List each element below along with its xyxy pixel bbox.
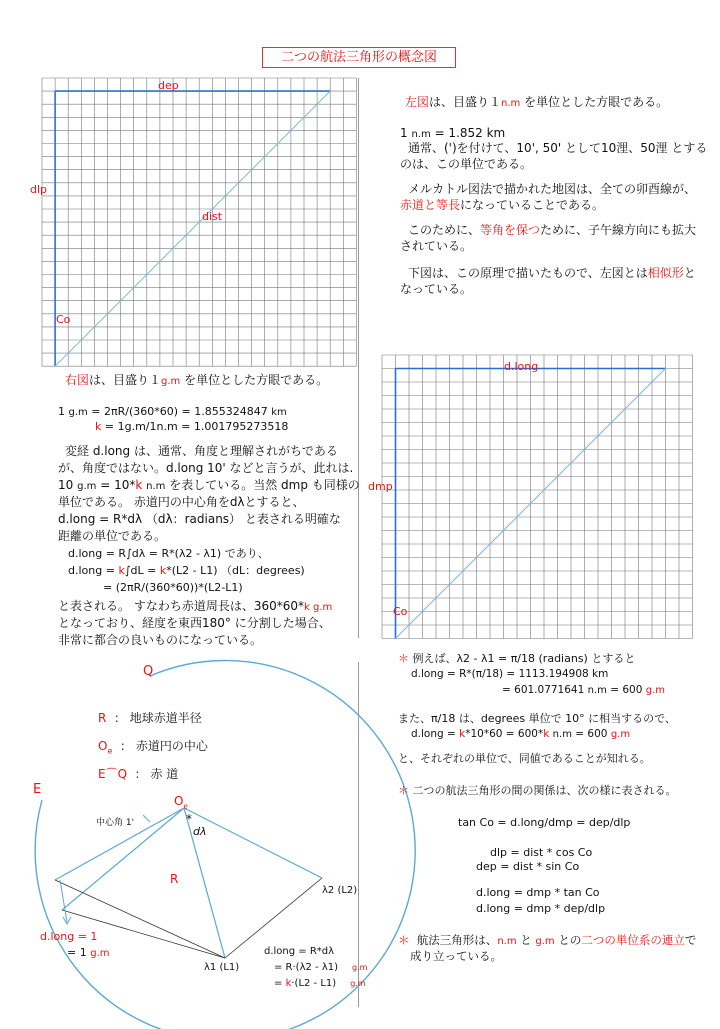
lambda1-label: λ1 (L1) [204, 962, 240, 973]
rb-eq-5: d.long = dmp * dep/dlp [476, 902, 606, 915]
radius-label: R [170, 872, 179, 886]
center-angle-label: 中心角 1' [96, 818, 135, 828]
rb-eq-3: dep = dist * sin Co [476, 860, 580, 873]
dlong-eq-1: d.long = 1 [40, 930, 98, 943]
rb-mata-3: と、それぞれの単位で、同値であることが知れる。 [398, 752, 651, 765]
dlp-label: dlp [30, 183, 48, 196]
rt-line-8: されている。 [400, 239, 473, 253]
page-title: 二つの航法三角形の概念図 [262, 47, 456, 68]
rt-line-1: 左図は、目盛り１n.m を単位とした方眼である。 [405, 95, 669, 109]
column-divider-bottom [358, 662, 359, 1007]
e-label: E [33, 782, 42, 797]
lm-line-2: 1 g.m = 2πR/(360*60) = 1.855324847 km [58, 405, 287, 418]
left-grid [42, 78, 356, 366]
dep-label: dep [158, 79, 179, 92]
rt-line-7: このために、等角を保つために、子午線方向にも拡大 [408, 223, 697, 237]
rb-mata-2: d.long = k*10*60 = 600*k n.m = 600 g.m [411, 728, 631, 740]
lm-line-9: 距離の単位である。 [58, 529, 167, 543]
rt-line-5: メルカトル図法で描かれた地図は、全ての卯酉線が、 [408, 182, 697, 196]
rb-conclusion-1: ＊ 航法三角形は、n.m と g.m との二つの単位系の連立で [398, 933, 697, 947]
rb-eq-2: dlp = dist * cos Co [490, 846, 593, 859]
lm-line-7: 単位である。 赤道円の中心角をdλとすると、 [58, 495, 305, 509]
column-divider-top [358, 78, 359, 638]
formula-2: = R·(λ2 - λ1) g.m [274, 962, 368, 973]
rt-line-2: 1 n.m = 1.852 km [400, 126, 506, 140]
formula-3: = k·(L2 - L1) g.m [274, 978, 366, 989]
rt-line-3: 通常、(')を付けて、10', 50' として10浬、50浬 とする [408, 141, 708, 155]
rb-example-1: ＊ 例えば、λ2 - λ1 = π/18 (radians) とすると [398, 652, 636, 665]
rt-line-6: 赤道と等長になっていることである。 [400, 198, 605, 212]
lm-line-6: 10 g.m = 10*k n.m を表している。当然 dmp も同様の [58, 478, 360, 492]
legend-o: $O_e$ ： 赤道円の中心 [98, 739, 208, 756]
co-label-right: Co [393, 605, 408, 618]
rt-line-4: のは、この単位である。 [400, 157, 533, 171]
lm-line-4: 変経 d.long は、通常、角度と理解されがちである [65, 444, 338, 458]
formula-1: d.long = R*dλ [264, 946, 335, 957]
right-grid [382, 355, 693, 639]
rb-relation: ＊ 二つの航法三角形の間の関係は、次の様に表される。 [398, 784, 677, 797]
rb-mata-1: また、π/18 は、degrees 単位で 10° に相当するので、 [398, 712, 676, 725]
q-label: Q [143, 664, 154, 679]
dmp-label: dmp [368, 480, 393, 493]
rb-eq-1: tan Co = d.long/dmp = dep/dlp [458, 816, 631, 829]
dlambda-label: dλ [193, 825, 207, 838]
dlong-eq-2: = 1 g.m [67, 946, 110, 959]
lm-line-11: d.long = k∫dL = k*(L2 - L1) （dL：degrees) [68, 564, 305, 577]
lm-line-5: が、角度ではない。d.long 10' などと言うが、此れは. [58, 461, 354, 475]
lambda2-label: λ2 (L2) [322, 885, 358, 896]
rb-conclusion-2: 成り立っている。 [410, 949, 502, 963]
rt-line-10: なっている。 [400, 282, 473, 296]
lm-line-13: と表される。 すなわち赤道周長は、360*60*k g.m [58, 599, 333, 613]
co-label-left: Co [56, 313, 71, 326]
star-mark: * [186, 812, 192, 826]
lm-line-3: k = 1g.m/1n.m = 1.001795273518 [95, 420, 289, 433]
dist-label: dist [202, 210, 223, 223]
rb-eq-4: d.long = dmp * tan Co [476, 886, 600, 899]
legend-r: R ： 地球赤道半径 [98, 711, 202, 725]
rb-example-3: = 601.0771641 n.m = 600 g.m [502, 684, 666, 696]
lm-line-10: d.long = R∫dλ = R*(λ2 - λ1) であり、 [68, 547, 269, 560]
lm-line-15: 非常に都合の良いものになっている。 [58, 633, 263, 647]
lm-line-8: d.long = R*dλ （dλ：radians） と表される明確な [58, 512, 341, 526]
lm-line-1: 右図は、目盛り１g.m を単位とした方眼である。 [65, 373, 329, 387]
dlong-label: d.long [504, 360, 539, 373]
lm-line-12: = (2πR/(360*60))*(L2-L1) [103, 581, 243, 594]
legend-eq: E⌒Q ： 赤 道 [98, 767, 179, 781]
center-label: $O_e$ [174, 794, 188, 811]
rt-line-9: 下図は、この原理で描いたもので、左図とは相似形と [408, 266, 696, 280]
rb-example-2: d.long = R*(π/18) = 1113.194908 km [411, 668, 609, 680]
lm-line-14: となっており、経度を東西180° に分割した場合、 [58, 616, 331, 630]
